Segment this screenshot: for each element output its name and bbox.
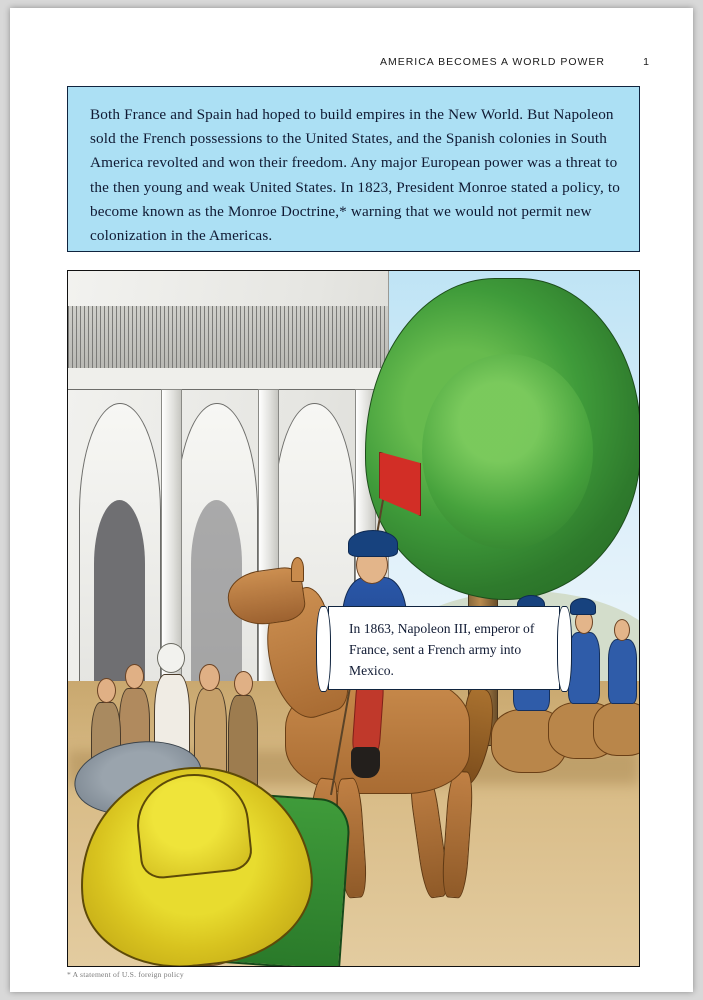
page-title: AMERICA BECOMES A WORLD POWER [379,56,605,68]
page-header [10,56,693,72]
building-cornice [68,368,388,390]
rider-boot [351,747,381,778]
page-number: 1 [643,56,649,68]
cavalry-rider-head [614,619,630,641]
building-roofline [68,306,388,371]
onlooker-head [97,678,116,704]
tree-canopy-highlight [422,354,593,549]
cavalry-rider [568,632,601,704]
cavalry-rider [608,639,637,704]
cavalry-horse [593,702,639,756]
cavalry-rider-hat [570,598,596,615]
onlooker-head [234,671,253,697]
book-page [10,8,693,992]
lead-rider-hat [348,530,398,557]
onlooker-hat [157,643,185,673]
horse-ear [291,557,304,581]
footnote: * A statement of U.S. foreign policy [67,970,184,979]
caption-text: In 1863, Napoleon III, emperor of France, sent a French army into Mexico. [349,621,535,678]
onlooker-head [199,664,219,691]
narration-box [67,86,640,252]
narration-text: Both France and Spain had hoped to build empires in the New World. But Napoleon sold the French possessions to the United States, and the Spanish colonies in South America revolted and won their freedom. Any major European power was a threat to the then young and weak United States. In 1823, President Monroe stated a policy, to become known as the Monroe Doctrine,* warning that we would not permit new colonization in the Americas. [90,106,620,245]
caption-scroll [328,606,560,690]
